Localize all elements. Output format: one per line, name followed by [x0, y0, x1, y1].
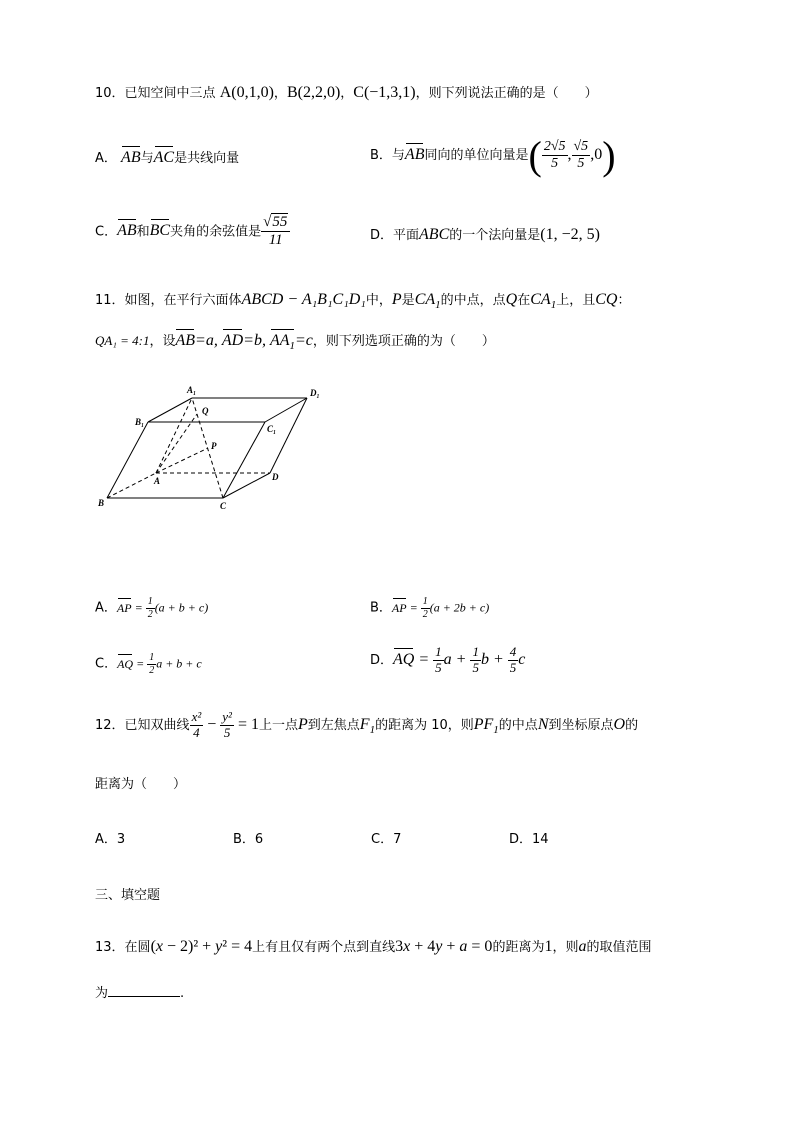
label-q: Q: [202, 406, 209, 416]
parallelepiped-figure: [92, 380, 332, 515]
point-a: A(0,1,0): [219, 84, 274, 101]
section-title-fill-in: 三、填空题: [95, 888, 161, 903]
point-c: C(−1,3,1): [353, 84, 416, 101]
label-p: P: [211, 441, 217, 451]
label-d: D: [272, 472, 279, 482]
edge-b-a: [107, 473, 156, 498]
q10-option-c[interactable]: C．AB和BC夹角的余弦值是 $\frac{√55}{11}$: [95, 214, 290, 250]
label-b: B: [98, 498, 105, 508]
q11-option-b[interactable]: B．AP = $\frac{1}{2}$ (a + 2b + c): [370, 596, 490, 620]
q13-stem-line2: 为 .: [95, 986, 185, 1001]
label-a: A: [154, 476, 161, 486]
q11-option-d[interactable]: D．AQ = $\frac{1}{5}$ a + $\frac{1}{5}$ b + $\frac{4}{5}$ c: [370, 644, 526, 675]
q10-option-a[interactable]: A． AB与AC是共线向量: [95, 149, 240, 166]
edge-a-p: [156, 448, 208, 473]
edge-b1-a1: [148, 398, 192, 422]
q11-option-a[interactable]: A．AP = $\frac{1}{2}$ (a + b + c): [95, 596, 209, 620]
label-c1: C₁: [267, 424, 277, 434]
q12-option-a[interactable]: A．3: [95, 832, 126, 847]
q12-stem-line2: 距离为（ ）: [95, 777, 187, 792]
edge-a-q: [156, 414, 197, 473]
q10-option-d[interactable]: D．平面ABC的一个法向量是(1, −2, 5): [370, 226, 600, 243]
q12-option-d[interactable]: D．14: [509, 832, 549, 847]
q11-option-c[interactable]: C．AQ = $\frac{1}{2}$ a + b + c: [95, 652, 202, 676]
edge-b1-b: [107, 422, 148, 498]
q11-stem-line1: 11．如图，在平行六面体ABCD − A₁B₁C₁D₁中，P是$CA_1$的中点，点Q在$CA_1$上，且CQ：: [95, 291, 631, 312]
edge-d-d1: [270, 398, 307, 473]
edge-a-a1: [156, 398, 192, 473]
q11-stem-line2: QA₁ = 4:1，设AB=a, AD=b, $AA_1=c$，则下列选项正确的为（ ）: [95, 332, 495, 353]
q12-stem-line1: 12．已知双曲线 $\frac{\text{x²}}{4}$ − $\frac{\text{y²}}{5}$ = 1上一点P到左焦点$F_1$的距离为 10，则$PF_1$的中点N到坐标原点O的: [95, 709, 639, 740]
answer-blank[interactable]: [108, 984, 180, 997]
label-b1: B₁: [135, 417, 145, 427]
point-b: B(2,2,0): [286, 84, 341, 101]
q12-option-b[interactable]: B．6: [233, 832, 264, 847]
q13-stem-line1: 13．在圆(x − 2)² + y² = 4上有且仅有两个点到直线3x + 4y + a = 0的距离为1，则a的取值范围: [95, 938, 652, 955]
label-d1: D₁: [310, 388, 320, 398]
label-a1: A₁: [187, 385, 197, 395]
label-c: C: [220, 501, 227, 511]
q12-option-c[interactable]: C．7: [371, 832, 402, 847]
q10-option-b[interactable]: B．与AB同向的单位向量是( $\frac{2√5}{5}$ , $\frac{√5}{5}$ ,0): [370, 133, 616, 178]
q10-stem: 10．已知空间中三点 A(0,1,0)，B(2,2,0)，C(−1,3,1)，则下列说法正确的是（ ）: [95, 84, 598, 101]
